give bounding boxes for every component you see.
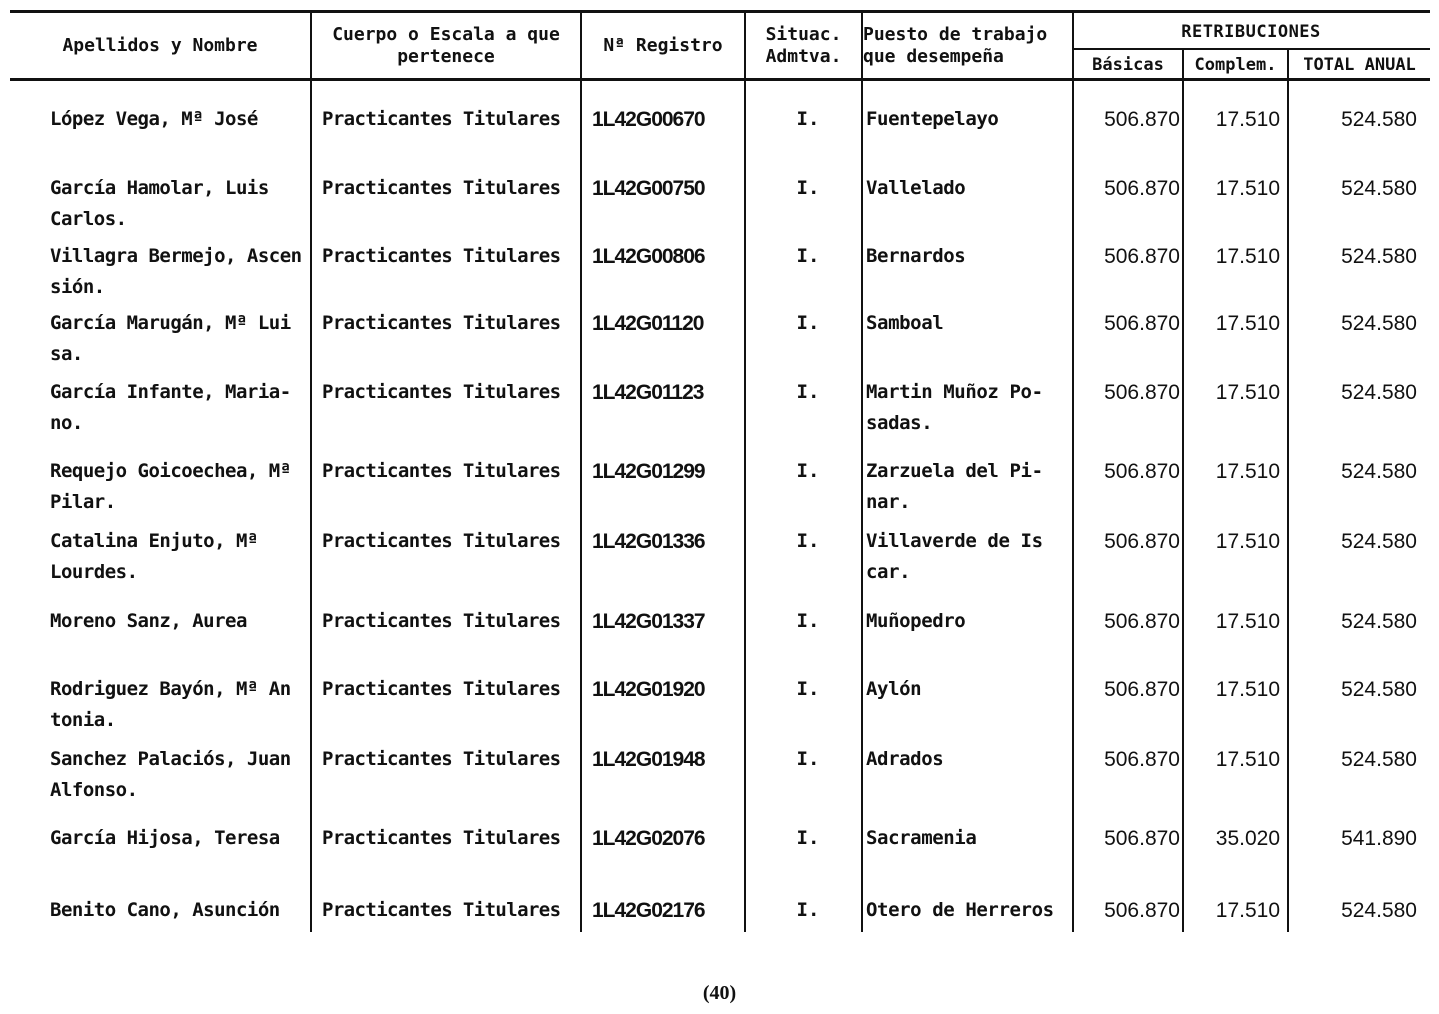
basic-pay: 506.870 xyxy=(1104,460,1180,483)
workplace: Vallelado xyxy=(866,177,966,199)
employee-corps: Practicantes Titulares xyxy=(322,748,561,770)
administrative-status: I. xyxy=(796,678,820,700)
workplace: Martin Muñoz Po- sadas. xyxy=(866,381,1043,434)
page-number: (40) xyxy=(702,982,737,1004)
annual-total: 524.580 xyxy=(1341,108,1417,131)
basic-pay: 506.870 xyxy=(1104,678,1180,701)
administrative-status: I. xyxy=(796,610,820,632)
header-status: Situac. Admtva. xyxy=(765,24,842,67)
annual-total: 524.580 xyxy=(1341,678,1417,701)
employee-name: Villagra Bermejo, Ascen sión. xyxy=(50,245,302,298)
annual-total: 524.580 xyxy=(1341,899,1417,922)
basic-pay: 506.870 xyxy=(1104,312,1180,335)
administrative-status: I. xyxy=(796,748,820,770)
annual-total: 524.580 xyxy=(1341,530,1417,553)
column-divider-complementary xyxy=(1287,50,1289,932)
employee-name: García Hamolar, Luis Carlos. xyxy=(50,177,269,230)
workplace: Otero de Herreros xyxy=(866,899,1054,921)
header-retribuciones: RETRIBUCIONES xyxy=(1181,22,1321,42)
header-name: Apellidos y Nombre xyxy=(62,35,258,56)
workplace: Adrados xyxy=(866,748,944,770)
annual-total: 524.580 xyxy=(1341,460,1417,483)
employee-name: Sanchez Palaciós, Juan Alfonso. xyxy=(50,748,291,801)
workplace: Zarzuela del Pi- nar. xyxy=(866,460,1043,513)
employee-corps: Practicantes Titulares xyxy=(322,460,561,482)
employee-corps: Practicantes Titulares xyxy=(322,610,561,632)
registry-number: 1L42G01948 xyxy=(592,748,705,771)
retribuciones-divider xyxy=(1072,48,1430,50)
annual-total: 524.580 xyxy=(1341,245,1417,268)
employee-corps: Practicantes Titulares xyxy=(322,530,561,552)
employee-corps: Practicantes Titulares xyxy=(322,827,561,849)
basic-pay: 506.870 xyxy=(1104,177,1180,200)
registry-number: 1L42G00670 xyxy=(592,108,705,131)
complementary-pay: 17.510 xyxy=(1215,312,1280,335)
complementary-pay: 17.510 xyxy=(1215,245,1280,268)
annual-total: 524.580 xyxy=(1341,312,1417,335)
complementary-pay: 17.510 xyxy=(1215,748,1280,771)
complementary-pay: 35.020 xyxy=(1215,827,1280,850)
administrative-status: I. xyxy=(796,899,820,921)
employee-corps: Practicantes Titulares xyxy=(322,108,561,130)
complementary-pay: 17.510 xyxy=(1215,381,1280,404)
header-registry: Nª Registro xyxy=(603,35,723,56)
basic-pay: 506.870 xyxy=(1104,381,1180,404)
table-top-rule xyxy=(10,10,1430,13)
workplace: Aylón xyxy=(866,678,922,700)
registry-number: 1L42G01123 xyxy=(592,381,704,404)
header-bottom-rule xyxy=(10,78,1430,81)
complementary-pay: 17.510 xyxy=(1215,108,1280,131)
employee-name: Benito Cano, Asunción xyxy=(50,899,280,921)
employee-name: García Infante, Maria- no. xyxy=(50,381,291,434)
administrative-status: I. xyxy=(796,827,820,849)
employee-corps: Practicantes Titulares xyxy=(322,312,561,334)
registry-number: 1L42G02176 xyxy=(592,899,705,922)
registry-number: 1L42G01299 xyxy=(592,460,705,483)
complementary-pay: 17.510 xyxy=(1215,177,1280,200)
employee-corps: Practicantes Titulares xyxy=(322,177,561,199)
annual-total: 524.580 xyxy=(1341,381,1417,404)
annual-total: 541.890 xyxy=(1341,827,1417,850)
registry-number: 1L42G00750 xyxy=(592,177,705,200)
workplace: Villaverde de Is car. xyxy=(866,530,1043,583)
employee-name: García Marugán, Mª Lui sa. xyxy=(50,312,291,365)
complementary-pay: 17.510 xyxy=(1215,460,1280,483)
employee-corps: Practicantes Titulares xyxy=(322,381,561,403)
registry-number: 1L42G01337 xyxy=(592,610,705,633)
annual-total: 524.580 xyxy=(1341,610,1417,633)
employee-corps: Practicantes Titulares xyxy=(322,245,561,267)
administrative-status: I. xyxy=(796,381,820,403)
workplace: Samboal xyxy=(866,312,944,334)
basic-pay: 506.870 xyxy=(1104,827,1180,850)
employee-name: Catalina Enjuto, Mª Lourdes. xyxy=(50,530,258,583)
header-complementary: Complem. xyxy=(1194,55,1277,75)
basic-pay: 506.870 xyxy=(1104,748,1180,771)
employee-name: Rodriguez Bayón, Mª An tonia. xyxy=(50,678,291,731)
basic-pay: 506.870 xyxy=(1104,530,1180,553)
registry-number: 1L42G01920 xyxy=(592,678,705,701)
basic-pay: 506.870 xyxy=(1104,108,1180,131)
basic-pay: 506.870 xyxy=(1104,899,1180,922)
annual-total: 524.580 xyxy=(1341,177,1417,200)
column-divider-basic xyxy=(1182,50,1184,932)
column-divider-registry xyxy=(744,10,746,932)
administrative-status: I. xyxy=(796,460,820,482)
employee-name: Moreno Sanz, Aurea xyxy=(50,610,247,632)
administrative-status: I. xyxy=(796,530,820,552)
header-post: Puesto de trabajo que desempeña xyxy=(863,24,1048,67)
complementary-pay: 17.510 xyxy=(1215,899,1280,922)
workplace: Sacramenia xyxy=(866,827,977,849)
employee-corps: Practicantes Titulares xyxy=(322,678,561,700)
workplace: Muñopedro xyxy=(866,610,966,632)
complementary-pay: 17.510 xyxy=(1215,678,1280,701)
basic-pay: 506.870 xyxy=(1104,245,1180,268)
employee-name: Requejo Goicoechea, Mª Pilar. xyxy=(50,460,291,513)
header-basic: Básicas xyxy=(1092,55,1164,75)
basic-pay: 506.870 xyxy=(1104,610,1180,633)
administrative-status: I. xyxy=(796,245,820,267)
registry-number: 1L42G01336 xyxy=(592,530,705,553)
administrative-status: I. xyxy=(796,312,820,334)
header-total: TOTAL ANUAL xyxy=(1303,55,1416,75)
column-divider-name xyxy=(310,10,312,932)
annual-total: 524.580 xyxy=(1341,748,1417,771)
administrative-status: I. xyxy=(796,177,820,199)
employee-name: García Hijosa, Teresa xyxy=(50,827,280,849)
column-divider-post xyxy=(1072,10,1074,932)
administrative-status: I. xyxy=(796,108,820,130)
registry-number: 1L42G02076 xyxy=(592,827,705,850)
employee-name: López Vega, Mª José xyxy=(50,108,258,130)
workplace: Bernardos xyxy=(866,245,966,267)
employee-corps: Practicantes Titulares xyxy=(322,899,561,921)
complementary-pay: 17.510 xyxy=(1215,530,1280,553)
complementary-pay: 17.510 xyxy=(1215,610,1280,633)
registry-number: 1L42G01120 xyxy=(592,312,704,335)
header-corps: Cuerpo o Escala a que pertenece xyxy=(332,24,560,67)
workplace: Fuentepelayo xyxy=(866,108,999,130)
registry-number: 1L42G00806 xyxy=(592,245,705,268)
